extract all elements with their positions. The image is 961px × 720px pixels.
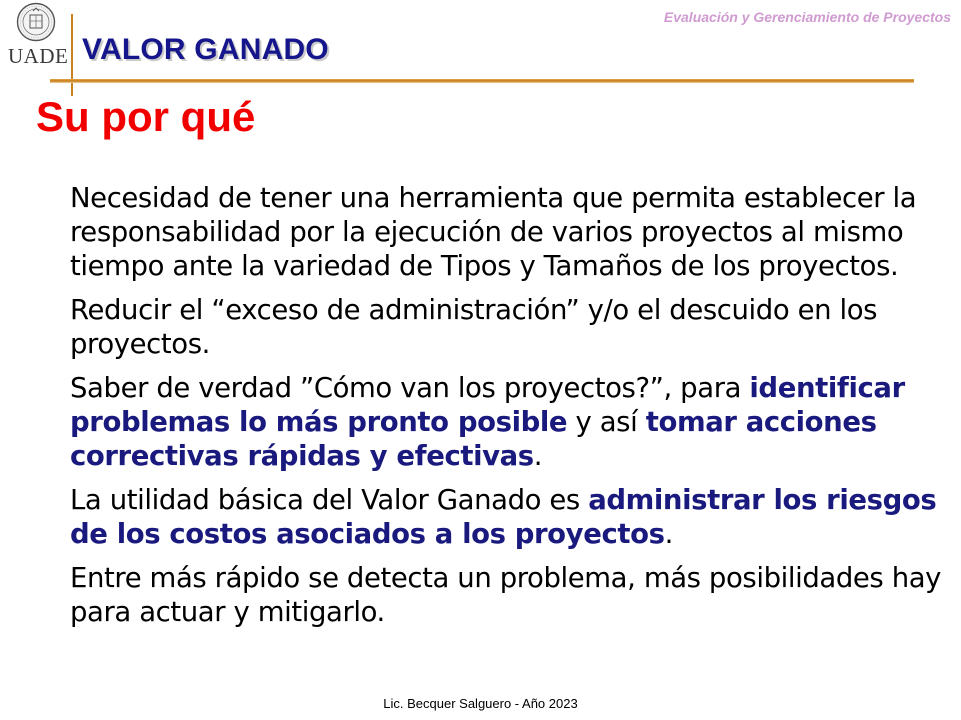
header-divider-horizontal: [50, 79, 914, 83]
bullet-list: [70, 181, 950, 629]
bullet-item: [70, 293, 950, 361]
bullet-highlight: identificar problemas lo más pronto posible: [70, 372, 905, 438]
bullet-highlight: administrar los riesgos de los costos asociados a los proyectos: [70, 484, 937, 550]
logo-text: UADE: [8, 44, 69, 68]
bullet-text: La utilidad básica del Valor Ganado es: [70, 484, 589, 516]
course-title: Evaluación y Gerenciamiento de Proyectos: [663, 9, 951, 25]
bullet-text: Saber de verdad ”Cómo van los proyectos?”, para: [70, 372, 750, 404]
bullet-text: Entre más rápido se detecta un problema, más posibilidades hay para actuar y mitigarlo.: [70, 562, 942, 628]
bullet-item: [70, 483, 950, 551]
bullet-text: Necesidad de tener una herramienta que permita establecer la responsabilidad por la ejecución de varios proyectos al mismo tiempo ante la variedad de Tipos y Tamaños de los proyectos.: [70, 182, 917, 282]
footer-credit: Lic. Becquer Salguero - Año 2023: [383, 696, 578, 711]
bullet-item: [70, 181, 950, 283]
bullet-item: [70, 561, 950, 629]
bullet-text: y así: [567, 406, 646, 438]
university-seal-icon: [16, 2, 56, 42]
section-title: VALOR GANADO: [82, 33, 329, 66]
uade-logo: [6, 2, 69, 76]
bullet-highlight: tomar acciones correctivas rápidas y efectivas: [70, 406, 877, 472]
bullet-text: .: [664, 518, 673, 550]
bullet-text: Reducir el “exceso de administración” y/o el descuido en los proyectos.: [70, 294, 878, 360]
header-divider-vertical: [71, 14, 73, 96]
bullet-item: [70, 371, 950, 473]
bullet-text: .: [533, 440, 543, 472]
slide-heading: Su por qué: [36, 93, 256, 140]
